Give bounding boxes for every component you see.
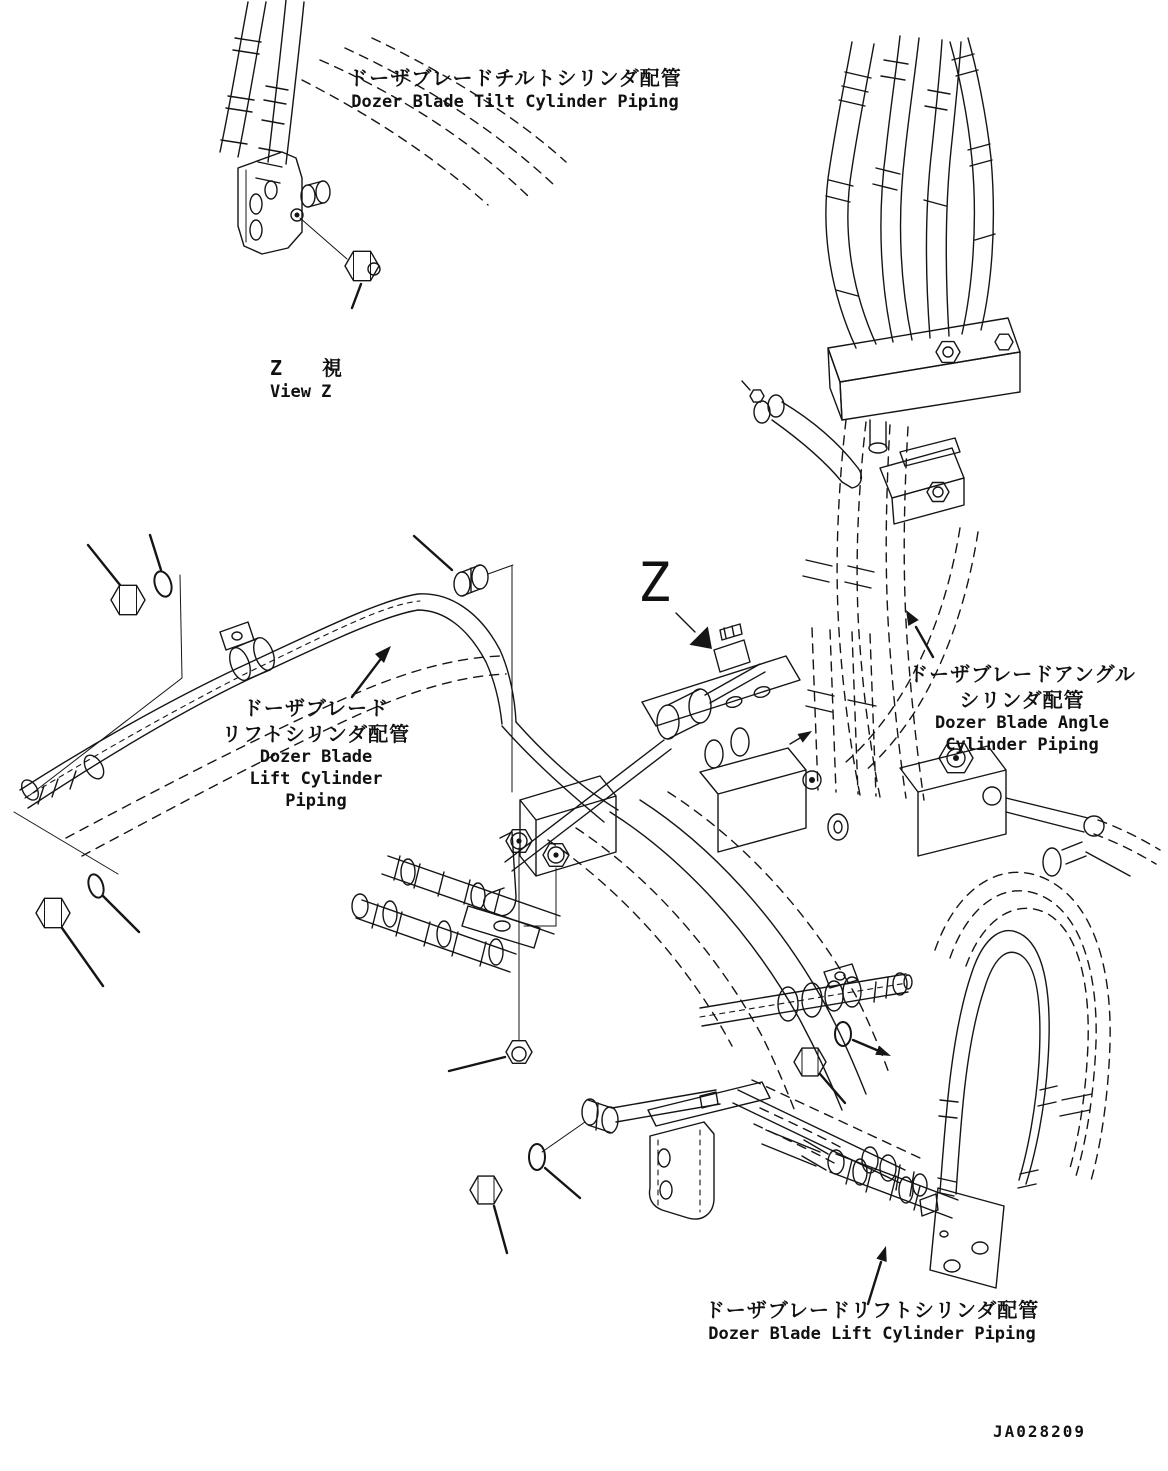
lift-cylinder-loops bbox=[700, 872, 1110, 1304]
bottom-center-piping bbox=[449, 1041, 927, 1253]
label-tilt-cylinder-piping bbox=[348, 66, 681, 113]
label-lift-cylinder-piping-left bbox=[222, 696, 410, 812]
label-leader-arrow bbox=[906, 610, 933, 657]
o-ring bbox=[529, 1144, 545, 1170]
fitting-chain bbox=[802, 1140, 958, 1218]
bracket-arm bbox=[742, 381, 861, 488]
hose-clamp bbox=[220, 622, 278, 683]
clamp-fitting bbox=[454, 565, 488, 596]
hex-nut bbox=[506, 1041, 532, 1064]
direction-arrow bbox=[798, 731, 813, 743]
label-lift-bottom-en: Dozer Blade Lift Cylinder Piping bbox=[708, 1323, 1036, 1344]
valve-bracket bbox=[650, 1122, 715, 1219]
o-ring bbox=[151, 569, 174, 599]
label-lift-left-en3: Piping bbox=[285, 790, 347, 811]
label-angle-ja1: ドーザブレードアングル bbox=[908, 662, 1136, 686]
label-angle-ja2: シリンダ配管 bbox=[959, 687, 1085, 712]
label-tilt-en: Dozer Blade Tilt Cylinder Piping bbox=[351, 91, 679, 112]
hex-plug bbox=[345, 251, 380, 280]
z-view-arrow bbox=[676, 613, 712, 649]
label-lift-left-en2: Lift Cylinder bbox=[249, 768, 383, 789]
leader-line bbox=[352, 284, 361, 308]
fitting-cylinder bbox=[301, 181, 330, 207]
label-lift-left-ja1: ドーザブレード bbox=[242, 696, 390, 720]
label-lift-left-en1: Dozer Blade bbox=[259, 747, 373, 768]
fitting-chain bbox=[352, 856, 560, 972]
view-z-label bbox=[270, 356, 352, 403]
o-ring bbox=[835, 1022, 851, 1046]
label-angle-en1: Dozer Blade Angle bbox=[935, 713, 1109, 734]
part-arrow bbox=[853, 1040, 891, 1056]
center-valve-assembly bbox=[14, 565, 1160, 1114]
drawing-code: JA028209 bbox=[993, 1422, 1087, 1441]
label-lift-left-ja2: リフトシリンダ配管 bbox=[221, 721, 411, 746]
view-z-label-ja: Z 視 bbox=[270, 356, 353, 380]
label-leader-arrow bbox=[868, 1246, 887, 1304]
label-angle-en2: Cylinder Piping bbox=[945, 734, 1099, 755]
hex-plug bbox=[470, 1176, 502, 1204]
hose-manifold bbox=[828, 318, 1020, 453]
view-z-detail bbox=[220, 0, 566, 308]
secondary-manifold bbox=[880, 438, 964, 524]
label-lift-bottom-ja: ドーザブレードリフトシリンダ配管 bbox=[704, 1298, 1040, 1322]
view-z-label-en: View Z bbox=[270, 381, 332, 402]
end-bracket bbox=[920, 1188, 1004, 1288]
hose-clamp bbox=[824, 964, 861, 1011]
z-view-marker: Z bbox=[638, 551, 671, 614]
hex-plug bbox=[36, 898, 70, 927]
label-lift-cylinder-piping-bottom bbox=[705, 1298, 1039, 1345]
hex-plug bbox=[111, 585, 145, 614]
label-leader-arrow bbox=[352, 646, 391, 697]
label-tilt-ja: ドーザブレードチルトシリンダ配管 bbox=[348, 66, 682, 90]
label-angle-cylinder-piping bbox=[908, 662, 1136, 757]
